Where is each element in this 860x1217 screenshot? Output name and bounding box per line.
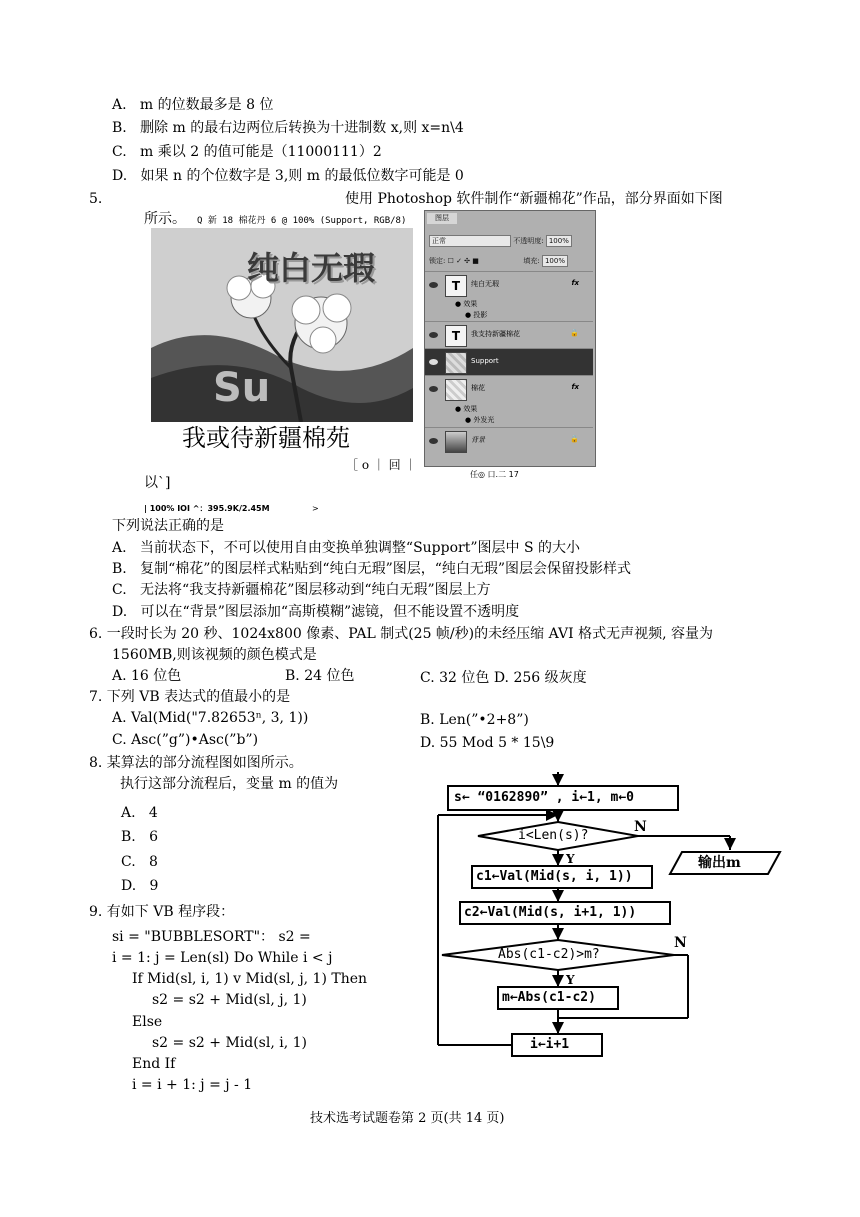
code-line: si = "BUBBLESORT"： s2 = [112,929,311,945]
q8-stem2: 执行这部分流程后，变量 m 的值为 [120,776,339,792]
code-line: s2 = s2 + Mid(sl, j, 1) [152,992,307,1008]
flow-no-label-2: N [674,935,687,951]
flow-yes-label-1: Y [566,852,575,866]
q4-option-b: B. 删除 m 的最右边两位后转换为十进制数 x,则 x=n\4 [112,120,464,136]
opacity-value[interactable]: 100% [546,235,572,247]
blend-mode-select[interactable]: 正常 [429,235,511,247]
code-line: s2 = s2 + Mid(sl, i, 1) [152,1035,307,1051]
eye-icon[interactable] [429,282,438,288]
flow-yes-label-2: Y [566,973,575,987]
code-line: End If [132,1056,176,1072]
layer-row[interactable] [425,271,593,298]
layers-panel [424,210,596,467]
background-layer-thumbnail [445,431,467,453]
code-line: If Mid(sl, i, 1) v Mid(sl, j, 1) Then [132,971,368,987]
flow-step4: i←i+1 [530,1037,570,1052]
q5-question: 下列说法正确的是 [112,518,224,534]
q7-option-a: A. Val(Mid("7.82653ⁿ, 3, 1)) [112,710,309,726]
eye-icon[interactable] [429,332,438,338]
layers-tab[interactable]: 图层 [427,213,457,224]
q7-option-c: C. Asc(”g”)•Asc(”b”) [112,732,259,748]
q7-stem: 7. 下列 VB 表达式的值最小的是 [89,689,291,705]
ps-caption: 我或待新疆棉苑 [182,424,350,452]
eye-icon[interactable] [429,359,438,365]
layer-name: 棉花 [471,384,485,392]
q5-option-d: D. 可以在“背景”图层添加“高斯模糊”滤镜，但不能设置不透明度 [112,604,520,620]
ps-canvas [151,228,413,422]
effects-label: ● 效果 [455,300,478,308]
q7-option-b: B. Len(”•2+8”) [420,712,529,728]
fill-label: 填充: [523,257,540,265]
q4-option-d: D. 如果 n 的个位数字是 3,则 m 的最低位数字可能是 0 [112,168,464,184]
effect-outer-glow[interactable]: ● 外发光 [465,416,495,424]
code-line: Else [132,1014,163,1030]
layer-row[interactable] [425,321,593,348]
layer-name: 我支持新疆棉花 [471,330,520,338]
q7-option-d: D. 55 Mod 5 * 15\9 [420,735,555,751]
layer-row[interactable] [425,427,593,454]
q5-number: 5. [89,191,103,207]
q6-option-b: B. 24 位色 [285,668,355,684]
lock-icon: 🔒 [570,435,579,443]
q8-stem: 8. 某算法的部分流程图如图所示。 [89,755,303,771]
q8-option-d: D. 9 [121,878,159,894]
layer-row-selected[interactable] [425,348,593,375]
flow-step3: m←Abs(c1-c2) [502,990,596,1005]
q5-option-b: B. 复制“棉花”的图层样式粘贴到“纯白无瑕”图层，“纯白无瑕”图层会保留投影样式 [112,561,632,577]
q4-option-c: C. m 乘以 2 的值可能是（11000111）2 [112,144,382,160]
flow-step2: c2←Val(Mid(s, i+1, 1)) [464,905,637,920]
layers-panel-footer: 任◎ 口.二 17 [470,470,519,479]
canvas-title-text: 纯白无瑕 [247,249,376,287]
q5-option-c: C. 无法将“我支持新疆棉花”图层移动到“纯白无瑕”图层上方 [112,582,491,598]
opacity-label: 不透明度: [513,237,544,245]
q9-stem: 9. 有如下 VB 程序段： [89,904,235,920]
flow-cond2: Abs(c1-c2)>m? [498,947,600,962]
pixel-layer-thumbnail [445,352,467,374]
layer-row[interactable] [425,375,593,402]
q8-option-a: A. 4 [121,805,158,821]
q5-stem-line1: 使用 Photoshop 软件制作“新疆棉花”作品，部分界面如下图 [345,191,723,207]
text-layer-icon: T [445,275,467,297]
eye-icon[interactable] [429,438,438,444]
eye-icon[interactable] [429,386,438,392]
flow-output: 输出m [698,855,741,871]
q6-line2: 1560MB,则该视频的颜色模式是 [112,647,317,663]
q4-option-a: A. m 的位数最多是 8 位 [112,97,274,113]
q8-option-c: C. 8 [121,854,158,870]
q5-option-a: A. 当前状态下，不可以使用自由变换单独调整“Support”图层中 S 的大小 [112,540,581,556]
page-footer: 技术选考试题卷第 2 页(共 14 页) [310,1111,505,1126]
layer-name: 背景 [471,436,485,444]
q8-option-b: B. 6 [121,829,159,845]
fill-value[interactable]: 100% [542,255,568,267]
q6-option-cd: C. 32 位色 D. 256 级灰度 [420,670,587,686]
ps-status-arrow: > [312,504,319,513]
ps-title-bar: Q 新 18 棉花丹 6 @ 100% (Support, RGB/8) [197,216,407,226]
flow-cond1: i<Len(s)? [518,828,589,843]
q5-stem-line2: 所示。 [144,211,186,227]
ps-status-bar: | 100% IOI ^：395.9K/2.45M [144,504,270,513]
lock-label: 锁定: ☐ ✓ ✣ ■ [429,257,479,265]
flow-step1: c1←Val(Mid(s, i, 1)) [476,869,633,884]
ps-left-fragment: 以`] [144,475,171,491]
effects-label: ● 效果 [455,405,478,413]
layer-name: 纯白无瑕 [471,280,499,288]
flow-init: s← “0162890” , i←1, m←0 [454,790,635,805]
code-line: i = i + 1: j = j - 1 [132,1077,253,1093]
effect-drop-shadow[interactable]: ● 投影 [465,311,488,319]
q6-line1: 6. 一段时长为 20 秒、1024x800 像素、PAL 制式(25 帧/秒)的未经压缩 AVI 格式无声视频, 容量为 [89,626,713,642]
layer-name: Support [471,357,499,365]
text-layer-icon: T [445,325,467,347]
fx-icon: fx [571,279,579,287]
canvas-support-letters: Su [213,365,271,411]
code-line: i = 1: j = Len(sl) Do While i < j [112,950,333,966]
flow-no-label-1: N [634,819,647,835]
pixel-layer-thumbnail [445,379,467,401]
ps-mid-bracket: ［ o ｜ 回 ｜ [346,458,417,472]
lock-icon: 🔒 [570,329,579,337]
q6-option-a: A. 16 位色 [112,668,182,684]
fx-icon: fx [571,383,579,391]
